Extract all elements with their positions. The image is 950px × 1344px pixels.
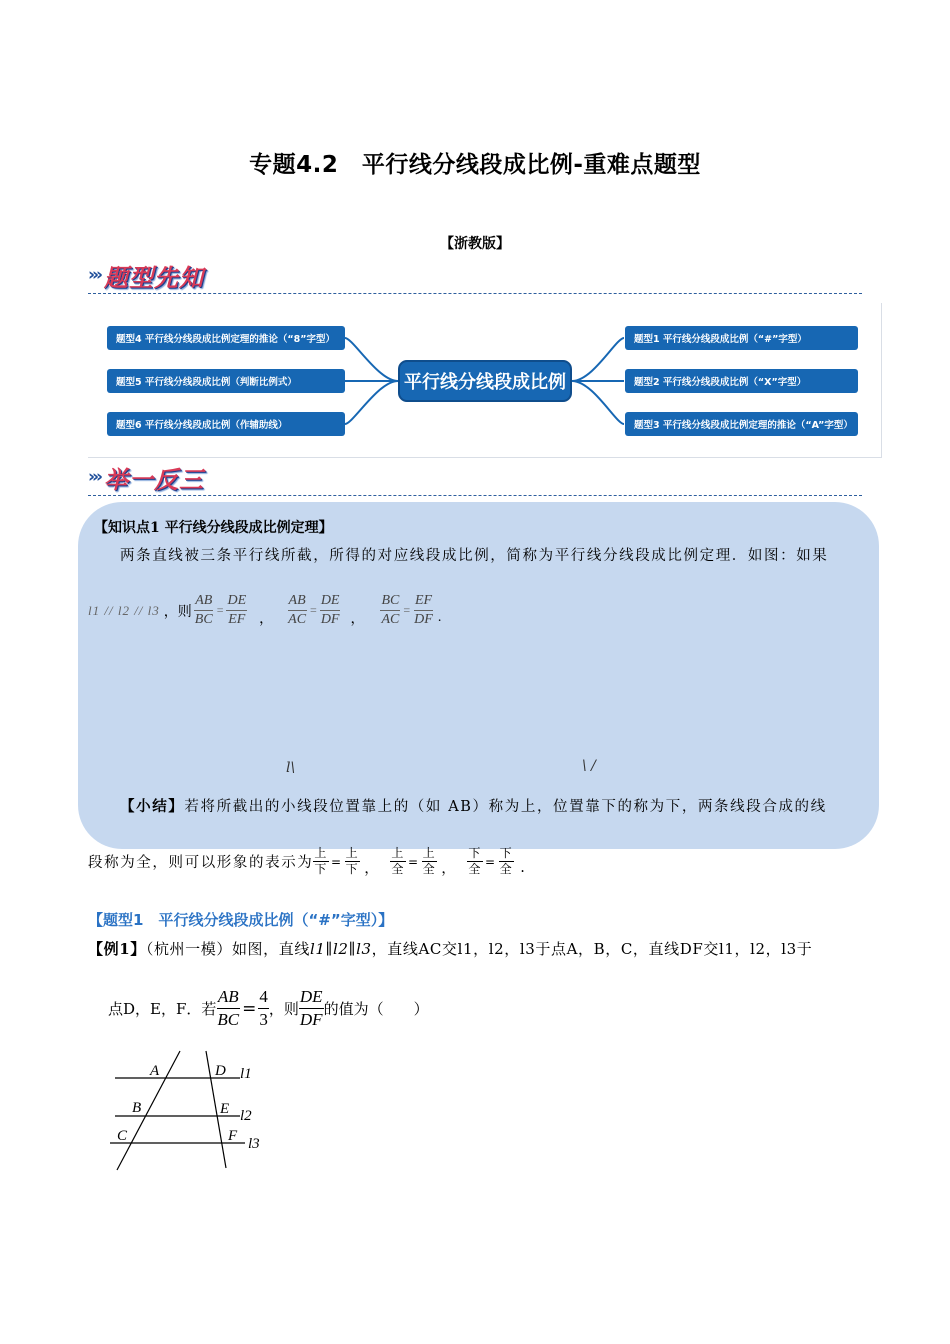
connector-right-bottom: [572, 381, 624, 424]
label-l2: l2: [240, 1108, 252, 1124]
line-AC: [117, 1051, 180, 1170]
figure-fragment-left: l\: [286, 760, 296, 776]
parallel-condition: l1 // l2 // l3: [88, 602, 160, 618]
asked-ratio: $\frac{DE}{DF}$: [299, 987, 323, 1029]
summary-fraction: $\frac{\text{下}}{\text{全}}$: [499, 846, 514, 876]
ratio-fraction: $\frac{AB}{AC}$: [288, 593, 307, 627]
banner-practice: [88, 460, 204, 494]
banner-title: 题型先知: [104, 263, 205, 292]
mindmap-node-type4: 题型4 平行线分线段成比例定理的推论（“8”字型）: [107, 326, 345, 350]
connector-right-top: [572, 338, 624, 381]
summary-fraction: $\frac{\text{下}}{\text{全}}$: [468, 846, 482, 876]
banner-arrows-icon: ›››: [88, 467, 101, 487]
summary-line2: 段称为全，则可以形象的表示为 $\frac{\text{上}}{\text{下}}$ = $\frac{\text{上}}{\text{下}}$ ， $\frac{\text{上}}{\text{全}}$ = $\frac{\text{上}}{\text{全}}$ ， $\frac{\text{下}}{\text{全}}$ = $\frac{\text{下}}{\text{全}}$ .: [88, 846, 527, 877]
equals-sign: =: [310, 603, 317, 617]
type1-heading: 【题型1 平行线分线段成比例（“#”字型）】: [88, 911, 394, 929]
summary-text: 若将所截出的小线段位置靠上的（如 AB）称为上，位置靠下的称为下，两条线段合成的线: [184, 799, 827, 815]
label-C: C: [117, 1128, 128, 1144]
summary-line1: [120, 795, 827, 816]
label-l1: l1: [240, 1066, 252, 1082]
page-title: 专题4.2 平行线分线段成比例-重难点题型: [249, 152, 701, 178]
summary-fraction: $\frac{\text{上}}{\text{下}}$: [314, 846, 329, 876]
ratio-fraction: $\frac{BC}{AC}$: [381, 593, 400, 627]
summary-fraction: $\frac{\text{上}}{\text{全}}$: [422, 846, 437, 876]
divider: [88, 293, 862, 294]
label-D: D: [215, 1063, 226, 1079]
mindmap-node-type2: 题型2 平行线分线段成比例（“X”字型）: [625, 369, 858, 393]
label-F: F: [228, 1128, 238, 1144]
example1-line2: 点D，E，F．若 $\frac{AB}{BC}$ = $\frac{4}{3}$ ，则 $\frac{DE}{DF}$ 的值为（ ）: [108, 987, 429, 1029]
summary-fraction: $\frac{\text{上}}{\text{下}}$: [345, 846, 360, 876]
then-text: ，则: [163, 603, 192, 620]
banner-preview: [88, 258, 204, 292]
equals-sign: =: [403, 603, 411, 617]
connector-left-top: [345, 338, 398, 381]
label-l3: l3: [248, 1136, 260, 1152]
given-ratio: $\frac{AB}{BC}$: [217, 987, 240, 1029]
mindmap-node-type6: 题型6 平行线分线段成比例（作辅助线）: [107, 412, 345, 436]
example1-figure: [105, 1048, 275, 1178]
label-A: A: [150, 1063, 160, 1079]
banner-arrows-icon: ›››: [88, 265, 101, 285]
ratio-fraction: $\frac{AB}{BC}$: [194, 593, 213, 627]
figure-fragment-right: \ /: [582, 758, 596, 774]
summary-label: 【小结】: [120, 798, 185, 815]
label-B: B: [132, 1100, 142, 1116]
ratio-fraction: $\frac{EF}{DF}$: [414, 593, 433, 627]
mindmap-node-type3: 题型3 平行线分线段成比例定理的推论（“A”字型）: [625, 412, 858, 436]
label-E: E: [220, 1101, 230, 1117]
example1-line1: 【例1】（杭州一模）如图，直线l1∥l2∥l3，直线AC交l1，l2，l3于点A，B，C，直线DF交l1，l2，l3于: [88, 940, 813, 958]
mindmap-node-type5: 题型5 平行线分线段成比例（判断比例式）: [107, 369, 345, 393]
banner-title: 举一反三: [104, 465, 205, 494]
ratio-fraction: $\frac{DE}{DF}$: [320, 593, 340, 627]
connector-left-bottom: [345, 381, 398, 424]
edition-label: 【浙教版】: [440, 236, 510, 252]
summary-fraction: $\frac{\text{上}}{\text{全}}$: [391, 846, 405, 876]
mindmap-node-type1: 题型1 平行线分线段成比例（“#”字型）: [625, 326, 858, 350]
example-label: 【例1】: [88, 940, 146, 958]
knowledge-ratios: l1 // l2 // l3 ，则 $\frac{AB}{BC}$ = $\frac{DE}{EF}$ ， $\frac{AB}{AC}$ = $\frac{DE}{DF}$ ， $\frac{BC}{AC}$ = $\frac{EF}{DF}$ .: [88, 593, 442, 627]
divider: [88, 495, 862, 496]
equals-sign: =: [216, 603, 224, 617]
knowledge-heading: 【知识点1 平行线分线段成比例定理】: [94, 520, 333, 536]
parallel-lines: l1∥l2∥l3: [309, 940, 372, 958]
knowledge-intro: 两条直线被三条平行线所截，所得的对应线段成比例，简称为平行线分线段成比例定理．如图：如果: [120, 548, 829, 564]
given-value: $\frac{4}{3}$: [259, 987, 268, 1029]
ratio-fraction: $\frac{DE}{EF}$: [227, 593, 247, 627]
mindmap-center-node: 平行线分线段成比例: [398, 360, 572, 402]
